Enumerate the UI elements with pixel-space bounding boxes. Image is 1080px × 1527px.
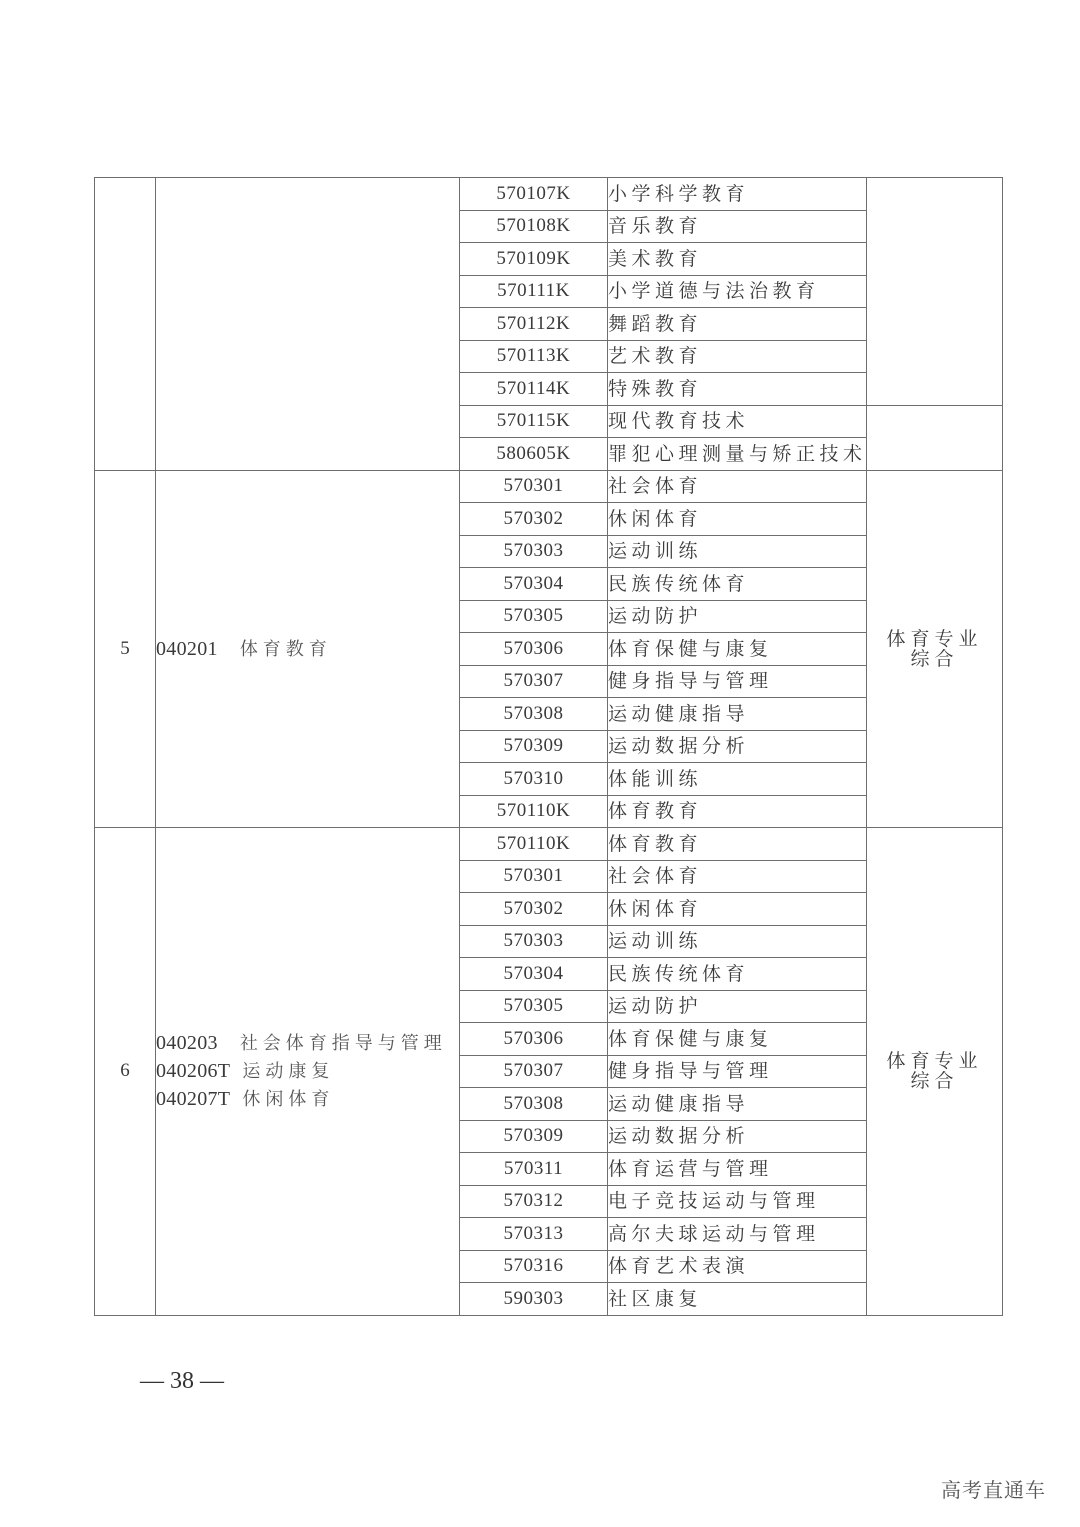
vocational-major-code: 570308: [460, 1088, 608, 1121]
vocational-major-code: 570109K: [460, 243, 608, 276]
vocational-major-name: 美术教育: [608, 243, 867, 276]
vocational-major-name: 运动防护: [608, 600, 867, 633]
undergrad-majors-cell: [156, 470, 460, 828]
vocational-major-name: 民族传统体育: [608, 568, 867, 601]
table-row: [95, 178, 1003, 211]
vocational-major-code: 570313: [460, 1218, 608, 1251]
vocational-major-code: 570307: [460, 665, 608, 698]
vocational-major-code: 570108K: [460, 210, 608, 243]
vocational-major-code: 570303: [460, 535, 608, 568]
undergrad-major-code: 040206T: [156, 1060, 231, 1083]
vocational-major-code: 580605K: [460, 438, 608, 471]
vocational-major-code: 570309: [460, 730, 608, 763]
vocational-major-name: 体育保健与康复: [608, 633, 867, 666]
vocational-major-code: 570114K: [460, 373, 608, 406]
exam-subject-text: 体育专业: [886, 627, 983, 650]
vocational-major-name: 休闲体育: [608, 503, 867, 536]
vocational-major-code: 570304: [460, 568, 608, 601]
vocational-major-code: 570316: [460, 1250, 608, 1283]
section-index: 5: [95, 470, 156, 828]
vocational-major-name: 电子竞技运动与管理: [608, 1185, 867, 1218]
vocational-major-code: 570309: [460, 1120, 608, 1153]
table-row: [95, 470, 1003, 503]
vocational-major-code: 570301: [460, 470, 608, 503]
vocational-major-name: 社会体育: [608, 860, 867, 893]
exam-subject-text: 综合: [910, 1070, 959, 1093]
vocational-major-code: 570305: [460, 990, 608, 1023]
vocational-major-code: 570307: [460, 1055, 608, 1088]
vocational-major-code: 570308: [460, 698, 608, 731]
undergrad-major-name: 社会体育指导与管理: [239, 1033, 447, 1055]
vocational-major-code: 570306: [460, 633, 608, 666]
vocational-major-name: 民族传统体育: [608, 958, 867, 991]
vocational-major-name: 小学道德与法治教育: [608, 275, 867, 308]
vocational-major-code: 570113K: [460, 340, 608, 373]
vocational-major-code: 570310: [460, 763, 608, 796]
vocational-major-name: 健身指导与管理: [608, 665, 867, 698]
vocational-major-name: 健身指导与管理: [608, 1055, 867, 1088]
vocational-major-name: 运动数据分析: [608, 1120, 867, 1153]
vocational-major-code: 570303: [460, 925, 608, 958]
undergrad-major-name: 运动康复: [242, 1061, 335, 1083]
vocational-major-code: 570110K: [460, 828, 608, 861]
vocational-major-name: 体能训练: [608, 763, 867, 796]
watermark-text: 高考直通车: [941, 1478, 1046, 1502]
vocational-major-code: 590303: [460, 1283, 608, 1316]
section-index: 6: [95, 828, 156, 1316]
vocational-major-name: 体育教育: [608, 795, 867, 828]
exam-subject-cell: [867, 178, 1003, 406]
vocational-major-name: 运动训练: [608, 535, 867, 568]
undergrad-major: [156, 1057, 459, 1085]
page-number: — 38 —: [140, 1368, 224, 1394]
undergrad-major: [156, 1085, 459, 1113]
vocational-major-name: 高尔夫球运动与管理: [608, 1218, 867, 1251]
section-index: [95, 178, 156, 471]
undergrad-major-name: 休闲体育: [242, 1089, 335, 1111]
vocational-major-name: 社会体育: [608, 470, 867, 503]
undergrad-major-code: 040207T: [156, 1088, 231, 1111]
undergrad-majors-cell: [156, 828, 460, 1316]
undergrad-major-code: 040203: [156, 1032, 218, 1055]
vocational-major-name: 休闲体育: [608, 893, 867, 926]
vocational-major-code: 570112K: [460, 308, 608, 341]
vocational-major-name: 现代教育技术: [608, 405, 867, 438]
table-body: [95, 178, 1003, 1316]
vocational-major-code: 570111K: [460, 275, 608, 308]
vocational-major-code: 570312: [460, 1185, 608, 1218]
undergrad-major: [156, 1029, 459, 1057]
vocational-major-name: 艺术教育: [608, 340, 867, 373]
table-row: [95, 828, 1003, 861]
vocational-major-code: 570302: [460, 503, 608, 536]
vocational-major-name: 小学科学教育: [608, 178, 867, 211]
vocational-major-code: 570107K: [460, 178, 608, 211]
vocational-major-code: 570306: [460, 1023, 608, 1056]
vocational-major-name: 社区康复: [608, 1283, 867, 1316]
vocational-major-name: 运动数据分析: [608, 730, 867, 763]
vocational-major-name: 体育保健与康复: [608, 1023, 867, 1056]
vocational-major-name: 体育运营与管理: [608, 1153, 867, 1186]
vocational-major-code: 570305: [460, 600, 608, 633]
vocational-major-code: 570115K: [460, 405, 608, 438]
vocational-major-code: 570304: [460, 958, 608, 991]
vocational-major-code: 570311: [460, 1153, 608, 1186]
undergrad-majors-cell: [156, 178, 460, 471]
exam-subject-cell: [867, 828, 1003, 1316]
exam-subject-cell: [867, 405, 1003, 470]
vocational-major-name: 特殊教育: [608, 373, 867, 406]
exam-subject-text: 综合: [910, 647, 959, 670]
vocational-major-name: 罪犯心理测量与矫正技术: [608, 438, 867, 471]
vocational-major-name: 运动健康指导: [608, 1088, 867, 1121]
vocational-major-code: 570110K: [460, 795, 608, 828]
vocational-major-name: 体育教育: [608, 828, 867, 861]
undergrad-major-name: 体育教育: [239, 638, 332, 660]
vocational-major-code: 570301: [460, 860, 608, 893]
undergrad-major-code: 040201: [156, 637, 218, 660]
major-mapping-table: [94, 177, 1003, 1316]
vocational-major-name: 运动防护: [608, 990, 867, 1023]
vocational-major-name: 舞蹈教育: [608, 308, 867, 341]
vocational-major-code: 570302: [460, 893, 608, 926]
vocational-major-name: 体育艺术表演: [608, 1250, 867, 1283]
undergrad-major: [156, 635, 459, 663]
exam-subject-text: 体育专业: [886, 1050, 983, 1073]
vocational-major-name: 运动健康指导: [608, 698, 867, 731]
vocational-major-name: 音乐教育: [608, 210, 867, 243]
vocational-major-name: 运动训练: [608, 925, 867, 958]
exam-subject-cell: [867, 470, 1003, 828]
